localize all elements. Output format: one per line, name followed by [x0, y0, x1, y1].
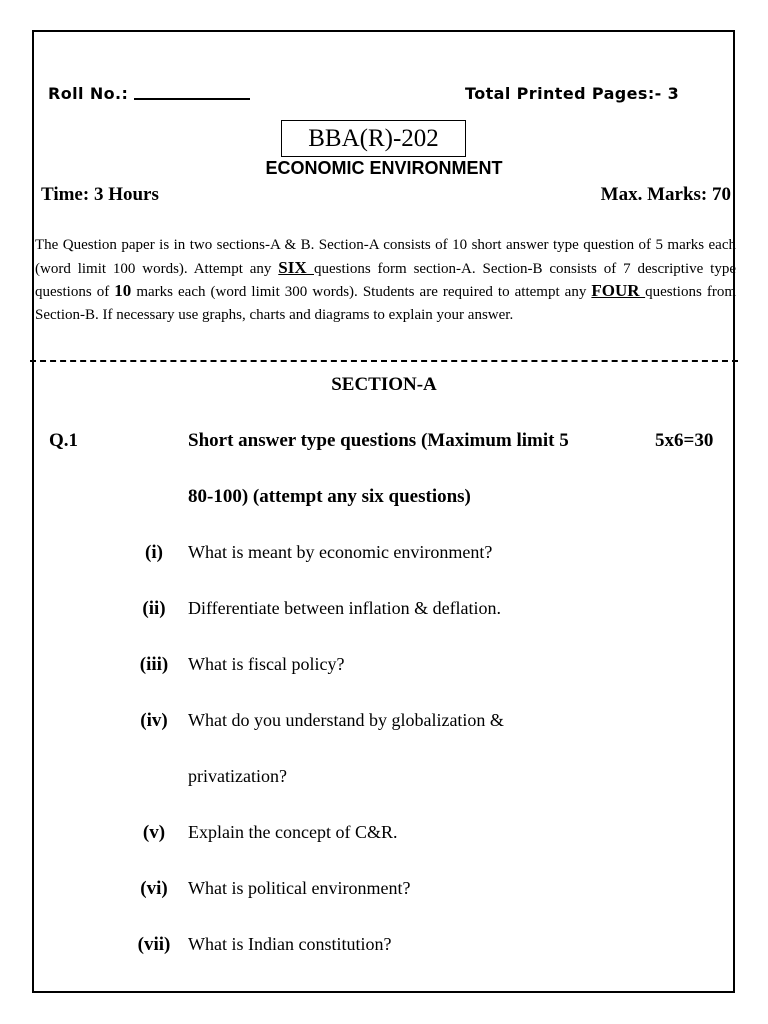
item-text: privatization?	[188, 766, 287, 786]
item-text: What is Indian constitution?	[188, 934, 392, 954]
item-number: (vii)	[137, 934, 171, 955]
max-marks: Max. Marks: 70	[600, 184, 731, 205]
item-number: (v)	[142, 822, 166, 843]
roll-number-label: Roll No.:	[48, 84, 129, 103]
item-text: Differentiate between inflation & deflation.	[188, 598, 502, 618]
instructions-text: marks each (word limit 300 words). Students are required to attempt any	[131, 284, 592, 301]
instructions	[35, 234, 736, 326]
roll-number-field	[48, 84, 250, 103]
roll-number-blank	[134, 96, 250, 100]
item-text: Explain the concept of C&R.	[188, 822, 398, 842]
question-number: Q.1	[49, 430, 79, 451]
question-marks: 5x6=30	[655, 430, 714, 451]
exam-duration: Time: 3 Hours	[41, 184, 159, 205]
question-title-continued: 80-100) (attempt any six questions)	[188, 486, 471, 507]
item-number: (vi)	[140, 878, 168, 899]
instructions-four: FOUR	[591, 281, 646, 301]
item-number: (iii)	[139, 654, 169, 675]
section-divider	[30, 360, 738, 362]
instructions-text: questions form section-A. Section-B consists of 7 descriptive type questions of	[35, 260, 736, 301]
section-a-heading: SECTION-A	[331, 374, 437, 395]
instructions-six: SIX	[278, 257, 314, 277]
total-pages: Total Printed Pages:- 3	[465, 84, 680, 103]
item-text: What is political environment?	[188, 878, 411, 898]
item-text: What do you understand by globalization &	[188, 710, 504, 730]
instructions-text: The Question paper is in two sections-A & B. Section-A consists of 10 short answer type question of 5 marks each (word limit 100 words). Attempt any	[35, 237, 736, 277]
item-number: (iv)	[140, 710, 168, 731]
item-number: (i)	[145, 542, 163, 563]
item-text: What is fiscal policy?	[188, 654, 345, 674]
instructions-text: questions from Section-B. If necessary use graphs, charts and diagrams to explain your answer.	[35, 284, 736, 323]
item-number: (ii)	[142, 598, 166, 619]
instructions-ten: 10	[114, 281, 132, 301]
item-text: What is meant by economic environment?	[188, 542, 493, 562]
paper-code: BBA(R)-202	[281, 120, 466, 157]
question-title: Short answer type questions (Maximum limit 5	[188, 430, 569, 451]
subject-title: ECONOMIC ENVIRONMENT	[265, 158, 503, 178]
